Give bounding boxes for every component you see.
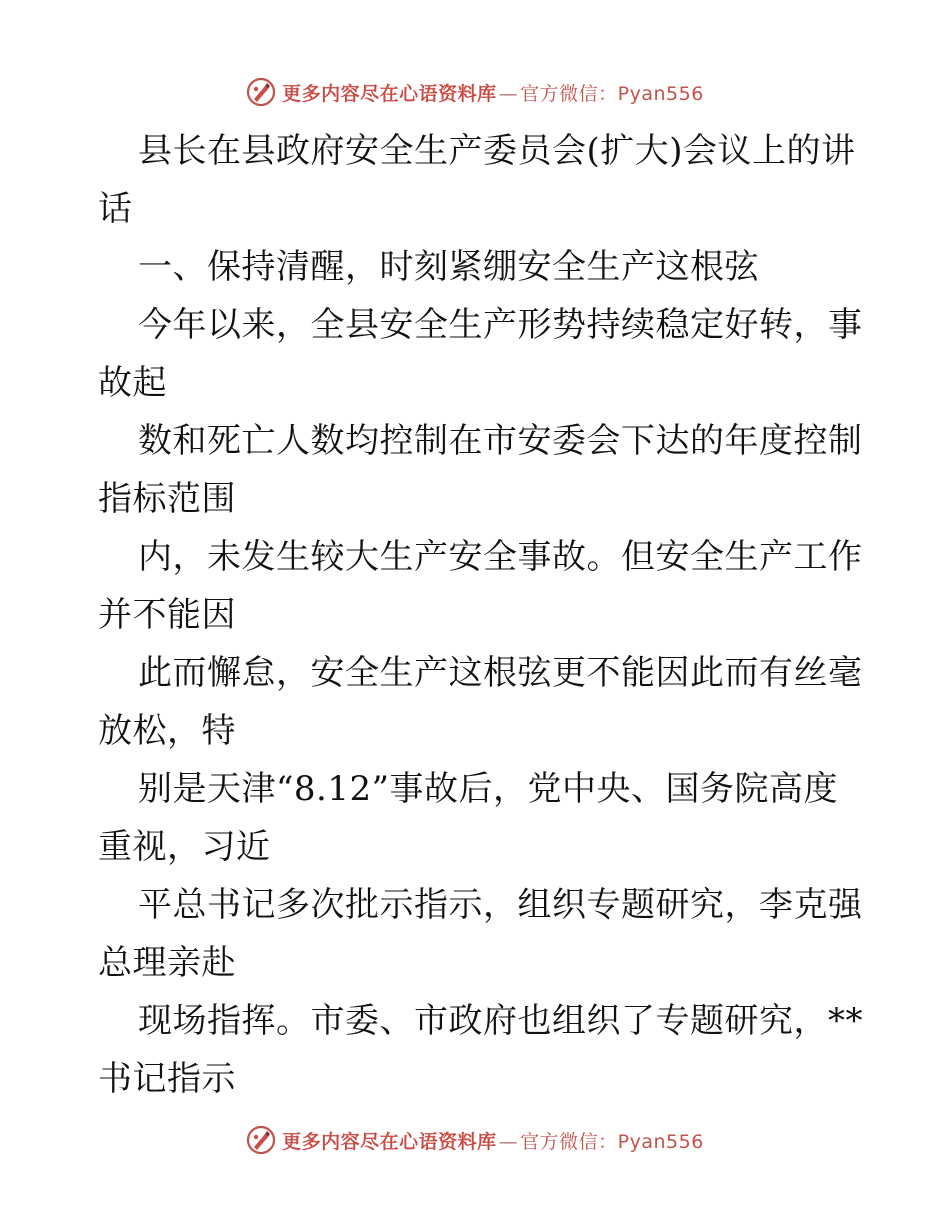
text-line: 重视，习近: [98, 827, 271, 867]
banner-text: [282, 1127, 704, 1154]
text-line: 一、保持清醒，时刻紧绷安全生产这根弦: [138, 247, 759, 287]
text-line: 平总书记多次批示指示，组织专题研究，李克强: [138, 885, 863, 925]
text-line: 数和死亡人数均控制在市安委会下达的年度控制: [138, 421, 863, 461]
text-line: 并不能因: [98, 595, 236, 635]
banner-text: [282, 79, 704, 106]
header-banner: [0, 72, 950, 112]
banner-wechat: 官方微信：Pyan556: [520, 1130, 704, 1153]
text-line: 现场指挥。市委、市政府也组织了专题研究，**: [138, 1001, 863, 1041]
text-line: 内，未发生较大生产安全事故。但安全生产工作: [138, 537, 863, 577]
document-body: [98, 122, 863, 1108]
text-line: 别是天津“8.12”事故后，党中央、国务院高度: [138, 769, 838, 809]
document-title-line: 县长在县政府安全生产委员会(扩大)会议上的讲: [138, 131, 856, 171]
text-line: 话: [98, 189, 133, 229]
text-line: 此而懈怠，安全生产这根弦更不能因此而有丝毫: [138, 653, 863, 693]
text-line: 书记指示: [98, 1059, 236, 1099]
banner-site-name: 更多内容尽在心语资料库: [282, 82, 497, 105]
footer-banner: [0, 1120, 950, 1160]
pen-circle-icon: [246, 1125, 276, 1155]
pen-circle-icon: [246, 77, 276, 107]
text-line: 总理亲赴: [98, 943, 236, 983]
banner-site-name: 更多内容尽在心语资料库: [282, 1130, 497, 1153]
text-line: 故起: [98, 363, 167, 403]
text-line: 今年以来，全县安全生产形势持续稳定好转，事: [138, 305, 863, 345]
banner-dash: —: [498, 82, 519, 105]
banner-dash: —: [498, 1130, 519, 1153]
text-line: 指标范围: [98, 479, 236, 519]
banner-wechat: 官方微信：Pyan556: [520, 82, 704, 105]
text-line: 放松，特: [98, 711, 236, 751]
